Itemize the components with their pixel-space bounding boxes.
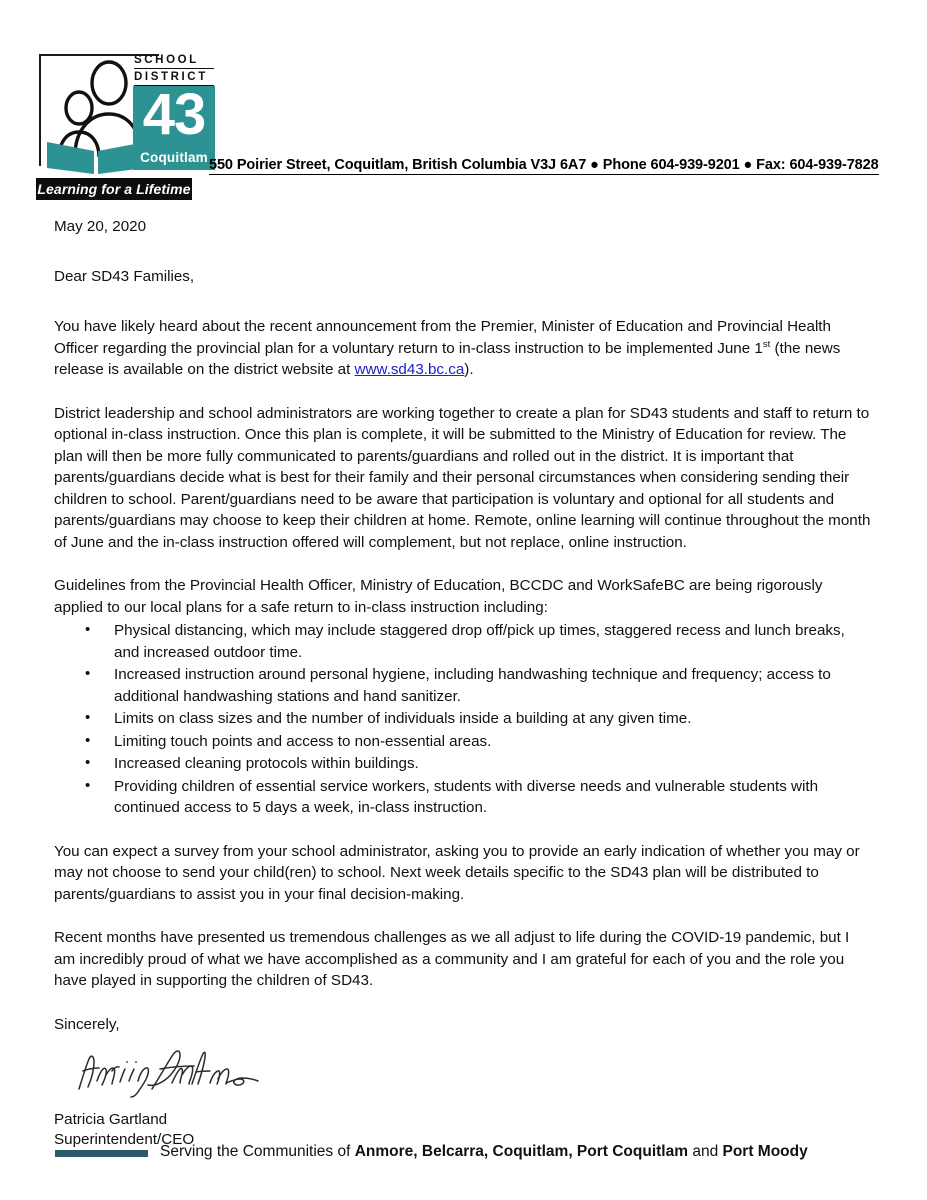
paragraph-1-text-b: (the news release is available on the district website at xyxy=(54,339,841,378)
letter-closing: Sincerely, xyxy=(54,1015,120,1033)
list-item: • Limits on class sizes and the number of individuals inside a building at any given time. xyxy=(54,708,874,730)
paragraph-closing-remarks: Recent months have presented us tremendous challenges as we all adjust to life during the COVID-19 pandemic, but I am incredibly proud of what we have accomplished as a community and I am grateful for each of you and the role you have played in supporting the children of SD43. xyxy=(54,929,850,989)
guidelines-list xyxy=(54,620,874,819)
footer-conjunction: and xyxy=(688,1143,723,1160)
logo-tagline: Learning for a Lifetime xyxy=(36,178,192,200)
footer-communities-primary: Anmore, Belcarra, Coquitlam, Port Coquitlam xyxy=(354,1143,689,1160)
logo-word-district: DISTRICT xyxy=(134,71,214,86)
list-item: • Physical distancing, which may include staggered drop off/pick up times, staggered recess and lunch breaks, and increased outdoor time. xyxy=(54,620,874,663)
logo-word-school: SCHOOL xyxy=(134,54,214,69)
list-item: • Increased cleaning protocols within buildings. xyxy=(54,753,874,775)
paragraph-announcement xyxy=(54,316,874,381)
letter-date: May 20, 2020 xyxy=(54,218,147,235)
paragraph-1-text-a: You have likely heard about the recent announcement from the Premier, Minister of Education and Provincial Health Officer regarding the provincial plan for a voluntary return to in-class instruction to be implemented June 1 xyxy=(54,318,831,357)
list-item: • Increased instruction around personal hygiene, including handwashing technique and frequency; access to additional handwashing stations and hand sanitizer. xyxy=(54,664,874,707)
letter-content xyxy=(54,216,874,1150)
paragraph-district-plan: District leadership and school administrators are working together to create a plan for SD43 students and staff to return to optional in-class instruction. Once this plan is complete, it will be submitted to the Ministry of Education for review. The plan will then be more fully communicated to parents/guardians and rolled out in the district. It is important that parents/guardians decide what is best for their family and their personal circumstances when considering sending their children to school. Parent/guardians need to be aware that participation is voluntary and optional for all students and parents/guardians may choose to keep their children at home. Remote, online learning will continue throughout the month of June and the in-class instruction offered will complement, but not replace, online instruction. xyxy=(54,404,871,551)
letter-footer xyxy=(0,1140,927,1166)
list-item: • Providing children of essential service workers, students with diverse needs and vulnerable students with continued access to 5 days a week, in-class instruction. xyxy=(54,776,874,819)
sd43-logo xyxy=(36,52,208,207)
logo-city-name: Coquitlam xyxy=(140,150,208,165)
letter-salutation: Dear SD43 Families, xyxy=(54,267,195,285)
paragraph-guidelines-intro: Guidelines from the Provincial Health Officer, Ministry of Education, BCCDC and WorkSafeBC are being rigorously applied to our local plans for a safe return to in-class instruction including: xyxy=(54,577,823,616)
footer-communities xyxy=(160,1140,808,1164)
footer-communities-secondary: Port Moody xyxy=(722,1143,808,1160)
letterhead xyxy=(0,0,927,215)
footer-rule xyxy=(55,1150,148,1157)
paragraph-1-text-c: ). xyxy=(464,361,474,378)
logo-number-43: 43 xyxy=(142,82,206,147)
list-item: • Limiting touch points and access to non-essential areas. xyxy=(54,731,874,753)
letterhead-address: 550 Poirier Street, Coquitlam, British Columbia V3J 6A7 ● Phone 604-939-9201 ● Fax: 604-939-7828 xyxy=(209,157,879,173)
footer-prefix: Serving the Communities of xyxy=(160,1143,355,1160)
signer-title: Superintendent/CEO xyxy=(54,1130,195,1148)
signature-image xyxy=(72,1045,272,1099)
ordinal-superscript: st xyxy=(762,338,771,350)
logo-number-badge xyxy=(133,82,215,170)
sd43-website-link[interactable]: www.sd43.bc.ca xyxy=(354,361,465,378)
signer-name: Patricia Gartland xyxy=(54,1110,168,1128)
paragraph-survey: You can expect a survey from your school administrator, asking you to provide an early indication of whether you may or may not choose to send your child(ren) to school. Next week details specific to the SD43 plan will be distributed to parents/guardians to assist you in your final decision-making. xyxy=(54,842,860,903)
